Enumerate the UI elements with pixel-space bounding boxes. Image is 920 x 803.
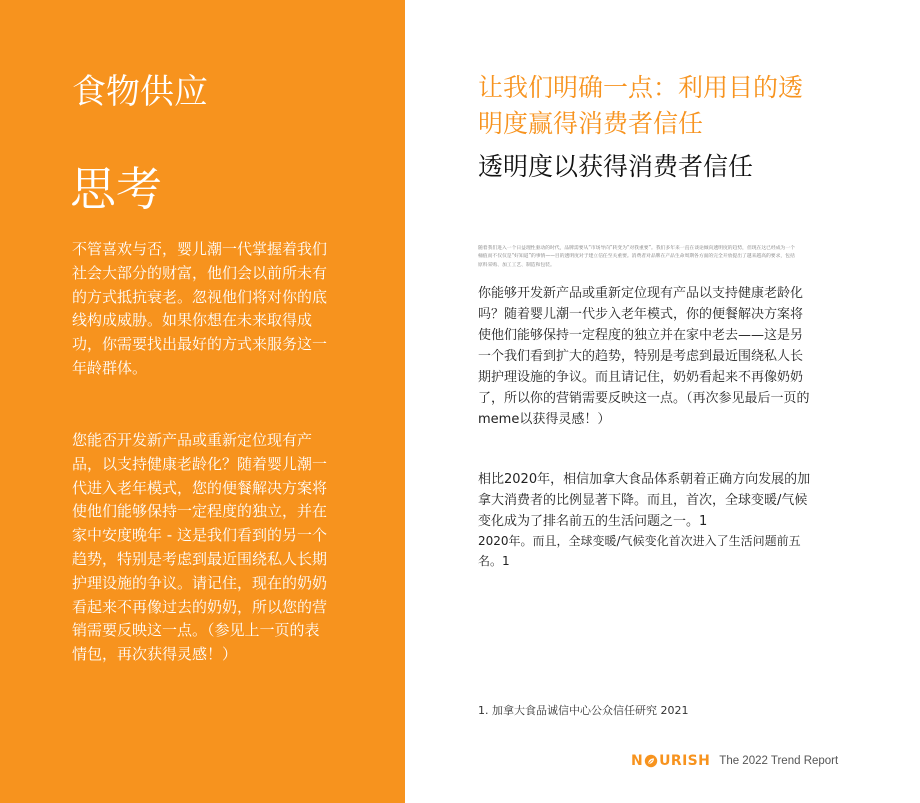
left-paragraph-1: 不管喜欢与否，婴儿潮一代掌握着我们社会大部分的财富，他们会以前所未有的方式抵抗衰老。忽视他们将对你的底线构成威胁。如果你想在未来取得成功，你需要找出最好的方式来服务这一年龄群体。 <box>72 240 328 377</box>
right-paragraph-2: 相比2020年，相信加拿大食品体系朝着正确方向发展的加拿大消费者的比例显著下降。而且，首次，全球变暖/气候变化成为了排名前五的生活问题之一。1 <box>478 472 811 529</box>
footnote: 1. 加拿大食品诚信中心公众信任研究 2021 <box>478 704 689 717</box>
right-panel <box>405 0 920 803</box>
footer <box>631 750 838 772</box>
brand-letter-n: N <box>631 753 644 769</box>
brand-logo <box>631 753 710 769</box>
section-subtitle: 食物供应 <box>72 72 208 112</box>
right-paragraph-1: 你能够开发新产品或重新定位现有产品以支持健康老龄化吗？随着婴儿潮一代步入老年模式，你的便餐解决方案将使他们能够保持一定程度的独立并在家中老去——这是另一个我们看到扩大的趋势，特别是考虑到最近围绕私人长期护理设施的争议。而且请记住，奶奶看起来不再像奶奶了，所以你的营销需要反映这一点。（再次参见最后一页的meme以获得灵感！） <box>478 286 810 427</box>
fine-print: 随着我们进入一个日益理性驱动的时代，品牌需要从“市场导向”转变为“对我重要”。我们多年来一直在谈论倾向透明度的趋势，但现在这已经成为一个桶值而不仅仅是“好知道”的事情——目的透明度对于建立信任至关重要。消费者对品牌在产品生命周期各方面的完全开放提出了越来越高的要求，包括原料采购、加工工艺、制造和包装。 <box>478 246 795 268</box>
right-paragraph-3: 2020年。而且，全球变暖/气候变化首次进入了生活问题前五名。1 <box>478 534 801 568</box>
heading-orange: 让我们明确一点：利用目的透明度赢得消费者信任 <box>478 73 804 138</box>
leaf-o-icon <box>644 754 658 768</box>
left-panel <box>0 0 405 803</box>
brand-letters-urish: URISH <box>659 753 711 769</box>
left-paragraph-2: 您能否开发新产品或重新定位现有产品，以支持健康老龄化？随着婴儿潮一代进入老年模式，您的便餐解决方案将使他们能够保持一定程度的独立，并在家中安度晚年 - 这是我们看到的另一个趋势，特别是考虑到最近围绕私人长期护理设施的争议。请记住，现在的奶奶看起来不再像过去的奶奶，所以您的营销需要反映这一点。（参见上一页的表情包，再次获得灵感！） <box>72 431 328 664</box>
section-title: 思考 <box>70 162 162 216</box>
heading-black: 透明度以获得消费者信任 <box>478 152 754 181</box>
report-name: The 2022 Trend Report <box>719 755 839 767</box>
